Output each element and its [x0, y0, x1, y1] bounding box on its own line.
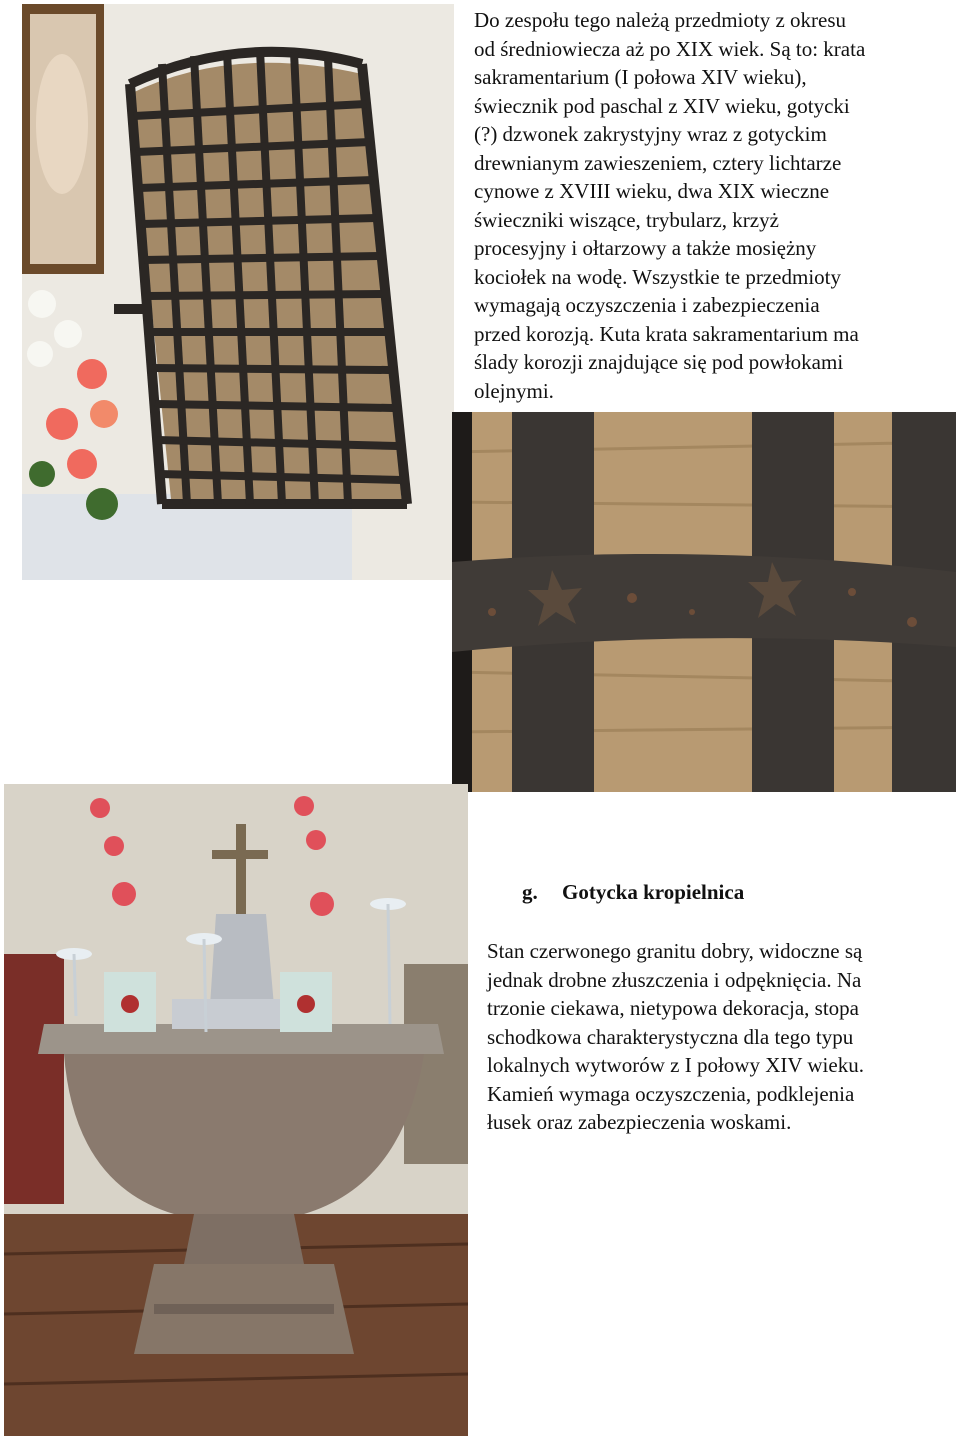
paragraph-line: wymagają oczyszczenia i zabezpieczenia [474, 293, 820, 317]
paragraph-line: jednak drobne złuszczenia i odpęknięcia. Na [487, 967, 862, 992]
paragraph-line: Kamień wymaga oczyszczenia, podklejenia [487, 1081, 855, 1106]
photo-sacramentarium-grate [22, 4, 454, 580]
paragraph-line: ślady korozji znajdujące się pod powłokami [474, 350, 844, 374]
paragraph-line: Stan czerwonego granitu dobry, widoczne są [487, 939, 863, 963]
paragraph-line: świeczniki wiszące, trybularz, krzyż [474, 207, 779, 232]
paragraph-line: (?) dzwonek zakrystyjny wraz z gotyckim [474, 122, 827, 146]
paragraph-line: cynowe z XVIII wieku, dwa XIX wieczne [474, 179, 830, 203]
section-paragraph [487, 937, 864, 1137]
paragraph-line: łusek oraz zabezpieczenia woskami. [487, 1110, 792, 1134]
paragraph-line: procesyjny i ołtarzowy a także mosiężny [474, 236, 817, 260]
section-title: Gotycka kropielnica [562, 880, 745, 904]
photo-grate-detail [452, 412, 956, 792]
section-heading [522, 880, 744, 905]
paragraph-line: lokalnych wytworów z I połowy XIV wieku. [487, 1053, 864, 1077]
top-paragraph [474, 6, 865, 405]
paragraph-line: olejnymi. [474, 378, 554, 403]
paragraph-line: od średniowiecza aż po XIX wiek. Są to: krata [474, 36, 866, 61]
paragraph-line: Do zespołu tego należą przedmioty z okresu [474, 8, 847, 32]
paragraph-line: sakramentarium (I połowa XIV wieku), [474, 65, 807, 89]
paragraph-line: drewnianym zawieszeniem, cztery lichtarze [474, 150, 842, 175]
paragraph-line: trzonie ciekawa, nietypowa dekoracja, stopa [487, 996, 860, 1020]
section-number: g. [522, 880, 538, 904]
photo-gothic-holy-water-font [4, 784, 468, 1436]
paragraph-line: schodkowa charakterystyczna dla tego typu [487, 1024, 854, 1049]
paragraph-line: przed korozją. Kuta krata sakramentarium ma [474, 321, 859, 346]
paragraph-line: świecznik pod paschal z XIV wieku, gotycki [474, 93, 850, 118]
paragraph-line: kociołek na wodę. Wszystkie te przedmioty [474, 264, 842, 289]
